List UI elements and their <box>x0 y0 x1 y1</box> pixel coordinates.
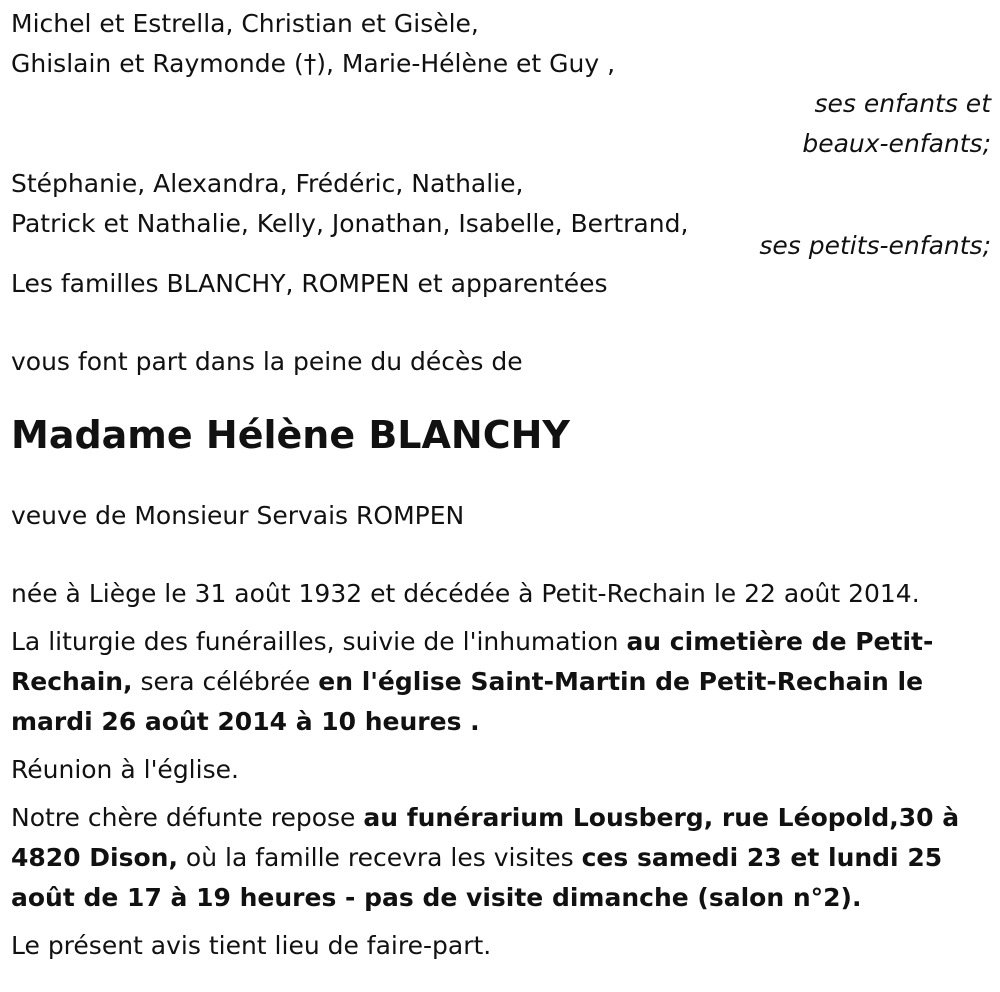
children-role-2: beaux-enfants; <box>802 129 991 158</box>
children-line-1: Michel et Estrella, Christian et Gisèle, <box>11 9 479 38</box>
visits-text-2: où la famille recevra les visites <box>177 843 582 872</box>
obituary-notice <box>11 4 991 966</box>
children-role-1: ses enfants et <box>814 89 991 118</box>
liturgy-paragraph <box>11 622 991 742</box>
grandchildren-line-1: Stéphanie, Alexandra, Frédéric, Nathalie, <box>11 169 524 198</box>
grandchildren-line-2: Patrick et Nathalie, Kelly, Jonathan, Isabelle, Bertrand, <box>11 209 689 238</box>
reunion-text: Réunion à l'église. <box>11 755 239 784</box>
closing-text: Le présent avis tient lieu de faire-part. <box>11 931 492 960</box>
liturgy-cemetery: au cimetière de Petit-Rechain, <box>11 627 934 696</box>
visits-funerarium: au funérarium Lousberg, rue Léopold,30 à 4820 Dison, <box>11 803 960 872</box>
families-line: Les familles BLANCHY, ROMPEN et apparentées <box>11 269 608 298</box>
liturgy-text-2: sera célébrée <box>132 667 319 696</box>
visits-text-1: Notre chère défunte repose <box>11 803 364 832</box>
grandchildren-role: ses petits-enfants; <box>759 231 991 260</box>
children-line-2: Ghislain et Raymonde (†), Marie-Hélène et Guy , <box>11 49 616 78</box>
visits-paragraph <box>11 798 991 918</box>
liturgy-text-1: La liturgie des funérailles, suivie de l'inhumation <box>11 627 627 656</box>
deceased-name: Madame Hélène BLANCHY <box>11 413 570 457</box>
visits-schedule: ces samedi 23 et lundi 25 août de 17 à 19 heures - pas de visite dimanche (salon n°2). <box>11 843 943 912</box>
widow-of: veuve de Monsieur Servais ROMPEN <box>11 501 465 530</box>
liturgy-church-date: en l'église Saint-Martin de Petit-Rechain le mardi 26 août 2014 à 10 heures . <box>11 667 924 736</box>
announcement-text: vous font part dans la peine du décès de <box>11 347 523 376</box>
birth-death: née à Liège le 31 août 1932 et décédée à Petit-Rechain le 22 août 2014. <box>11 579 920 608</box>
